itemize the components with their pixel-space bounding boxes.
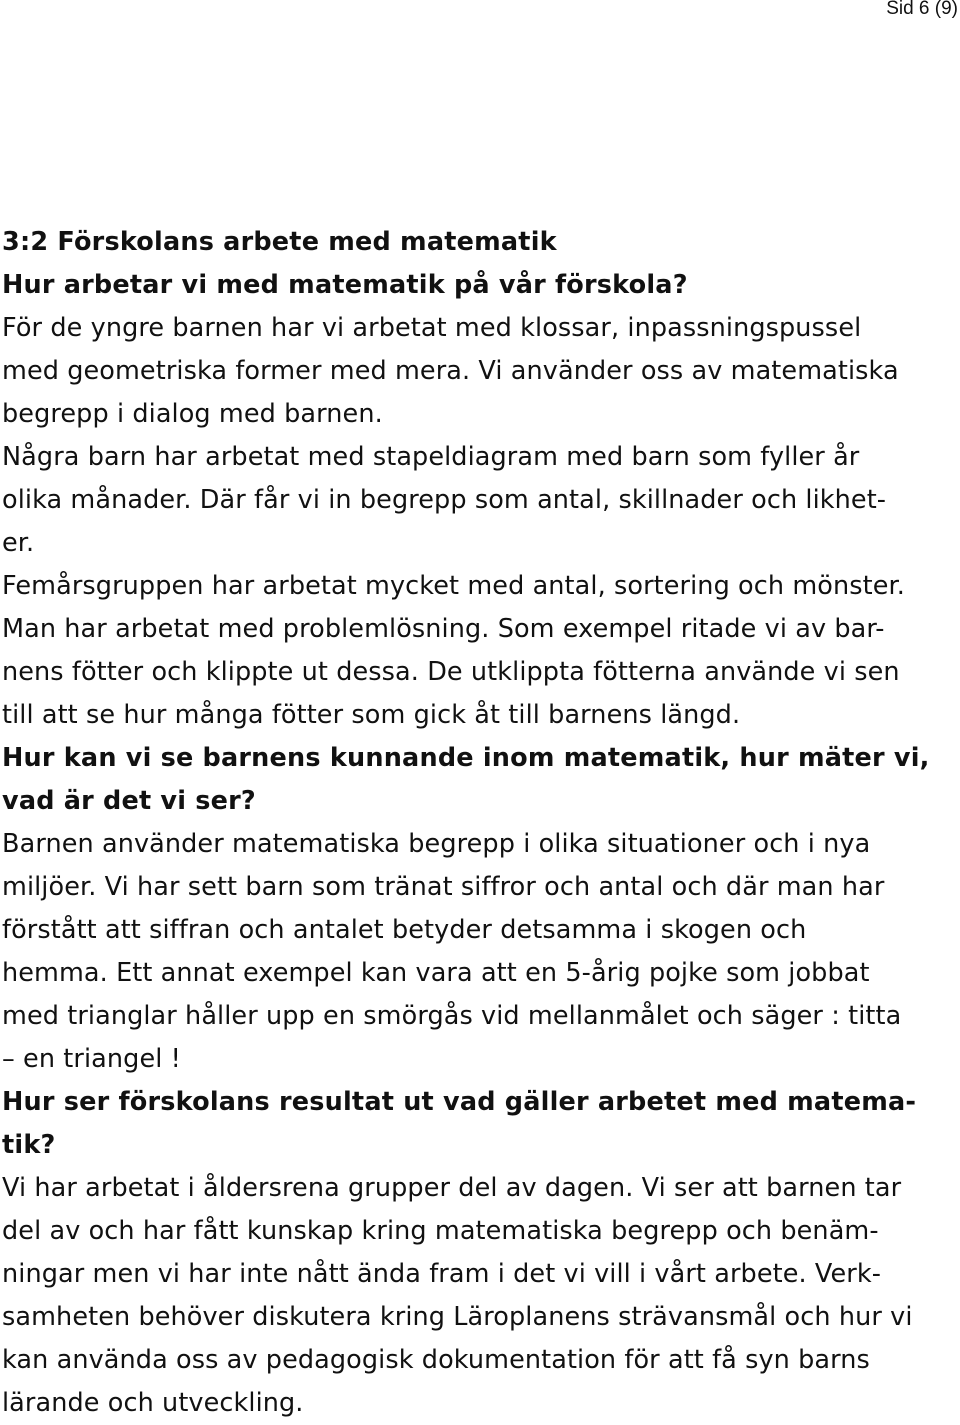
section-title: 3:2 Förskolans arbete med matematik [2,227,557,257]
text-line: – en triangel ! [2,1044,181,1074]
paragraph [2,1167,960,1425]
text-line: kan använda oss av pedagogisk dokumentation för att få syn barns [2,1345,870,1375]
paragraph [2,307,960,737]
document-body [2,221,960,1425]
text-line: nens fötter och klippte ut dessa. De utklippta fötterna använde vi sen [2,657,900,687]
text-line: ningar men vi har inte nått ända fram i det vi vill i vårt arbete. Verk- [2,1259,882,1289]
text-line: Barnen använder matematiska begrepp i olika situationer och i nya [2,829,871,859]
question-heading: Hur ser förskolans resultat ut vad gäller arbetet med matema- [2,1087,917,1117]
text-line: Man har arbetat med problemlösning. Som exempel ritade vi av bar- [2,614,885,644]
question-heading-block [2,737,960,823]
section-heading-block [2,221,960,307]
text-line: med trianglar håller upp en smörgås vid mellanmålet och säger : titta [2,1001,902,1031]
text-line: hemma. Ett annat exempel kan vara att en 5-årig pojke som jobbat [2,958,870,988]
page-number: Sid 6 (9) [886,0,958,19]
text-line: Vi har arbetat i åldersrena grupper del av dagen. Vi ser att barnen tar [2,1173,902,1203]
text-line: lärande och utveckling. [2,1388,304,1418]
text-line: För de yngre barnen har vi arbetat med klossar, inpassningspussel [2,313,862,343]
text-line: Femårsgruppen har arbetat mycket med antal, sortering och mönster. [2,571,905,601]
text-line: Några barn har arbetat med stapeldiagram med barn som fyller år [2,442,860,472]
text-line: till att se hur många fötter som gick åt till barnens längd. [2,700,741,730]
question-heading: tik? [2,1130,56,1160]
question-heading: Hur arbetar vi med matematik på vår förskola? [2,270,688,300]
text-line: samheten behöver diskutera kring Läroplanens strävansmål och hur vi [2,1302,913,1332]
question-heading-block [2,1081,960,1167]
text-line: förstått att siffran och antalet betyder detsamma i skogen och [2,915,807,945]
text-line: begrepp i dialog med barnen. [2,399,383,429]
paragraph [2,823,960,1081]
question-heading: Hur kan vi se barnens kunnande inom matematik, hur mäter vi, [2,743,930,773]
text-line: miljöer. Vi har sett barn som tränat siffror och antal och där man har [2,872,885,902]
text-line: med geometriska former med mera. Vi använder oss av matematiska [2,356,899,386]
text-line: olika månader. Där får vi in begrepp som antal, skillnader och likhet- [2,485,887,515]
text-line: er. [2,528,35,558]
question-heading: vad är det vi ser? [2,786,256,816]
text-line: del av och har fått kunskap kring matematiska begrepp och benäm- [2,1216,879,1246]
